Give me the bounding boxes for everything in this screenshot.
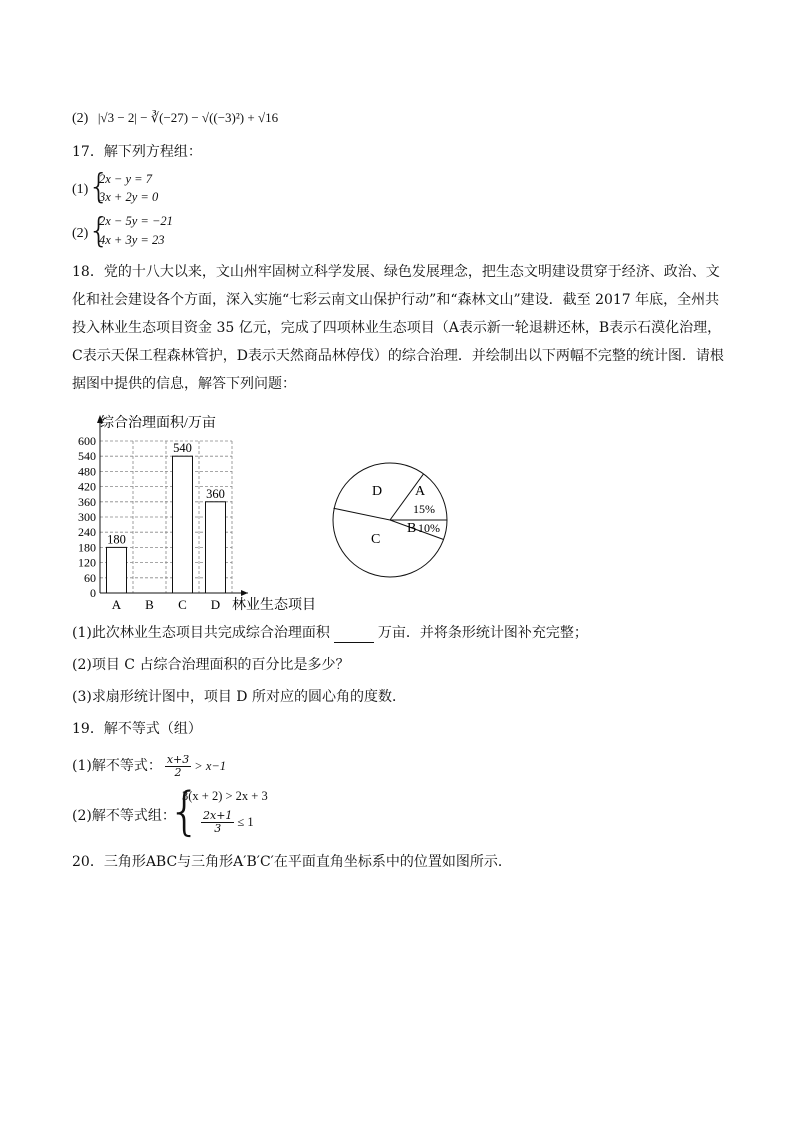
q17-part1-eq2: 3x + 2y = 0 — [99, 190, 159, 204]
q17-part1-eq1: 2x − y = 7 — [99, 172, 152, 186]
y-tick-label-420: 420 — [78, 479, 96, 494]
pie-divider-cd — [334, 508, 391, 520]
pie-percent-a: 15% — [413, 502, 435, 516]
q18-sub1-text-b: 万亩．并将条形统计图补充完整； — [377, 625, 588, 641]
y-tick-label-0: 0 — [90, 586, 96, 600]
y-tick-label-240: 240 — [78, 525, 96, 540]
y-tick-label-120: 120 — [78, 555, 96, 570]
bar-value-label-C: 540 — [173, 441, 192, 456]
q17-part1-brace: { — [88, 167, 110, 207]
x-axis-title: 林业生态项目 — [232, 598, 316, 613]
x-tick-label-C: C — [178, 597, 187, 612]
bar-value-label-A: 180 — [107, 532, 126, 547]
q17-part2-eq1: 2x − 5y = −21 — [99, 214, 173, 228]
q18-sub1 — [72, 623, 588, 643]
q16-part2-expression: |√3 − 2| − ∛(−27) − √((−3)²) + √16 — [97, 110, 279, 125]
q16-part2 — [72, 108, 278, 129]
q19-title: 19．解不等式（组） — [72, 721, 202, 737]
pie-label-a: A — [415, 484, 426, 499]
q18-sub2: (2)项目 C 占综合治理面积的百分比是多少？ — [72, 657, 350, 673]
q19-part2-numerator: 2x+1 — [203, 808, 233, 822]
q19-part1 — [72, 752, 226, 780]
x-tick-label-A: A — [111, 597, 122, 612]
q19-part2-denominator: 3 — [214, 821, 222, 835]
bar-D — [206, 502, 226, 593]
bar-value-label-D: 360 — [206, 486, 225, 501]
q18-sub1-blank — [334, 642, 374, 643]
x-axis-arrow — [241, 590, 248, 596]
y-axis-title: 综合治理面积/万亩 — [100, 416, 216, 431]
y-tick-label-480: 480 — [78, 464, 96, 479]
q19-part1-label: (1)解不等式： — [72, 758, 162, 774]
q16-part2-label: (2) — [72, 111, 89, 126]
pie-percent-b: 10% — [418, 521, 440, 535]
q19-part1-rhs: > x−1 — [194, 759, 227, 773]
pie-chart — [325, 458, 455, 588]
q19-part2-rhs: ≤ 1 — [237, 815, 254, 829]
y-tick-label-360: 360 — [78, 494, 96, 509]
q17-part2-label: (2) — [72, 226, 89, 241]
q19-part1-numerator: x+3 — [166, 752, 190, 766]
pie-label-b: B — [407, 521, 417, 536]
q19-part1-fraction — [165, 754, 191, 779]
q18-sub3: (3)求扇形统计图中，项目 D 所对应的圆心角的度数． — [72, 689, 406, 705]
bar-A — [107, 547, 127, 593]
q19-part2-fraction — [201, 810, 234, 835]
x-tick-label-B: B — [145, 597, 154, 612]
y-tick-label-540: 540 — [78, 449, 96, 464]
q19-part2-label: (2)解不等式组： — [72, 808, 176, 824]
q17-title: 17．解下列方程组： — [72, 144, 202, 160]
y-tick-label-180: 180 — [78, 540, 96, 555]
q17-part2-eq2: 4x + 3y = 23 — [99, 233, 165, 247]
y-tick-label-600: 600 — [78, 434, 96, 448]
q19-part2-brace: { — [168, 782, 202, 842]
q17-part1-label: (1) — [72, 182, 89, 197]
q18-text: 18．党的十八大以来，文山州牢固树立科学发展、绿色发展理念，把生态文明建设贯穿于经济、政治、文化和社会建设各个方面，深入实施“七彩云南文山保护行动”和“森林文山”建设．截至 2017 年底，全州共投入林业生态项目资金 35 亿元，完成了四项林业生态项目（A表示新一轮退耕还林，B表示石漠化治理，C表示天保工程森林管护，D表示天然商品林停伐）的综合治理．并绘制出以下两幅不完整的统计图．请根据图中提供的信息，解答下列问题： — [72, 264, 724, 392]
y-tick-label-60: 60 — [84, 570, 96, 585]
bar-chart — [60, 405, 350, 620]
q18-sub1-text-a: (1)此次林业生态项目共完成综合治理面积 — [72, 625, 330, 641]
y-tick-label-300: 300 — [78, 510, 96, 524]
bar-C — [173, 456, 193, 593]
q20-text: 20．三角形ABC与三角形A′B′C′在平面直角坐标系中的位置如图所示． — [72, 854, 512, 870]
q17-part2-brace: { — [88, 211, 110, 251]
x-tick-label-D: D — [210, 597, 221, 612]
q19-part1-denominator: 2 — [174, 765, 182, 779]
pie-label-d: D — [372, 484, 383, 499]
pie-label-c: C — [371, 532, 381, 547]
q19-part2-eq1: 3(x + 2) > 2x + 3 — [182, 789, 268, 803]
q19-part2-ineq2 — [198, 808, 254, 836]
